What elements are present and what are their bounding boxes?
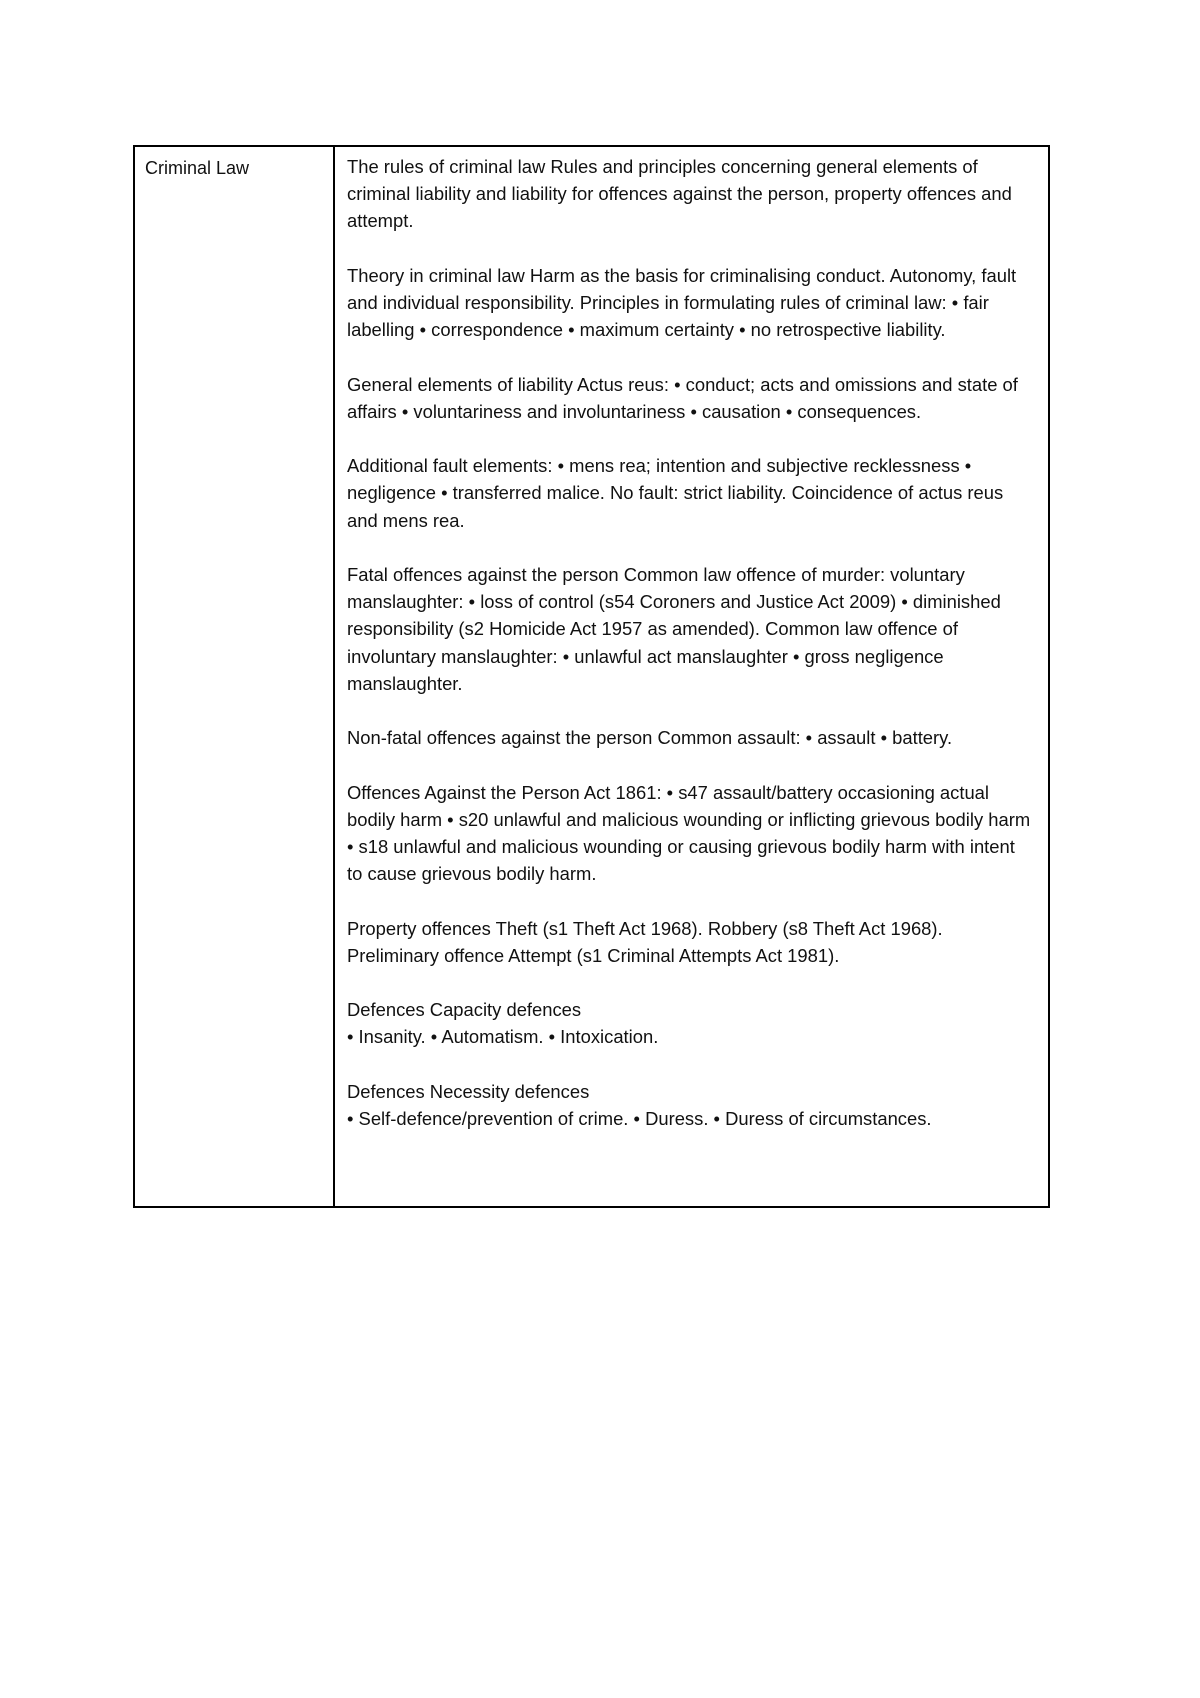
paragraph-necessity-defences — [347, 1078, 1034, 1132]
paragraph-text: Non-fatal offences against the person Common assault: • assault • battery. — [347, 727, 953, 749]
subject-label: Criminal Law — [145, 158, 250, 178]
paragraph-fault-elements — [347, 452, 1034, 534]
paragraph-text: Additional fault elements: • mens rea; intention and subjective recklessness • negligence • transferred malice. No fault: strict liability. Coincidence of actus reus and mens rea. — [347, 455, 1004, 531]
paragraph-capacity-defences — [347, 996, 1034, 1050]
subject-cell — [135, 147, 335, 1206]
paragraph-text: • Insanity. • Automatism. • Intoxication. — [347, 1026, 659, 1048]
paragraph-text: Fatal offences against the person Common law offence of murder: voluntary manslaughter: • loss of control (s54 Coroners and Justice Act 2009) • diminished responsibility (s2 Homicide Act 1957 as amended). Common law offence of involuntary manslaughter: • unlawful act manslaughter • gross negligence manslaughter. — [347, 563, 1001, 694]
paragraph-heading: Defences Necessity defences — [347, 1080, 590, 1102]
paragraph-theory — [347, 262, 1034, 344]
paragraph-oapa-1861 — [347, 779, 1034, 888]
paragraph-non-fatal-offences — [347, 724, 1034, 751]
paragraph-general-elements — [347, 371, 1034, 425]
paragraph-text: The rules of criminal law Rules and principles concerning general elements of criminal liability and liability for offences against the person, property offences and attempt. — [347, 156, 1012, 232]
paragraph-property-offences — [347, 915, 1034, 969]
paragraph-text: • Self-defence/prevention of crime. • Duress. • Duress of circumstances. — [347, 1107, 932, 1129]
paragraph-text: Offences Against the Person Act 1861: • s47 assault/battery occasioning actual bodily harm • s20 unlawful and malicious wounding or inflicting grievous bodily harm • s18 unlawful and malicious wounding or causing grievous bodily harm with intent to cause grievous bodily harm. — [347, 781, 1031, 885]
paragraph-heading: Defences Capacity defences — [347, 999, 582, 1021]
paragraph-text: Property offences Theft (s1 Theft Act 1968). Robbery (s8 Theft Act 1968). Preliminary offence Attempt (s1 Criminal Attempts Act 1981). — [347, 917, 943, 966]
paragraph-text: Theory in criminal law Harm as the basis for criminalising conduct. Autonomy, fault and individual responsibility. Principles in formulating rules of criminal law: • fair labelling • correspondence • maximum certainty • no retrospective liability. — [347, 264, 1017, 341]
syllabus-cell — [335, 147, 1048, 1206]
paragraph-rules — [347, 153, 1034, 235]
paragraph-text: General elements of liability Actus reus: • conduct; acts and omissions and state of affairs • voluntariness and involuntariness • causation • consequences. — [347, 373, 1018, 422]
content-table — [133, 145, 1050, 1208]
paragraph-fatal-offences — [347, 561, 1034, 697]
